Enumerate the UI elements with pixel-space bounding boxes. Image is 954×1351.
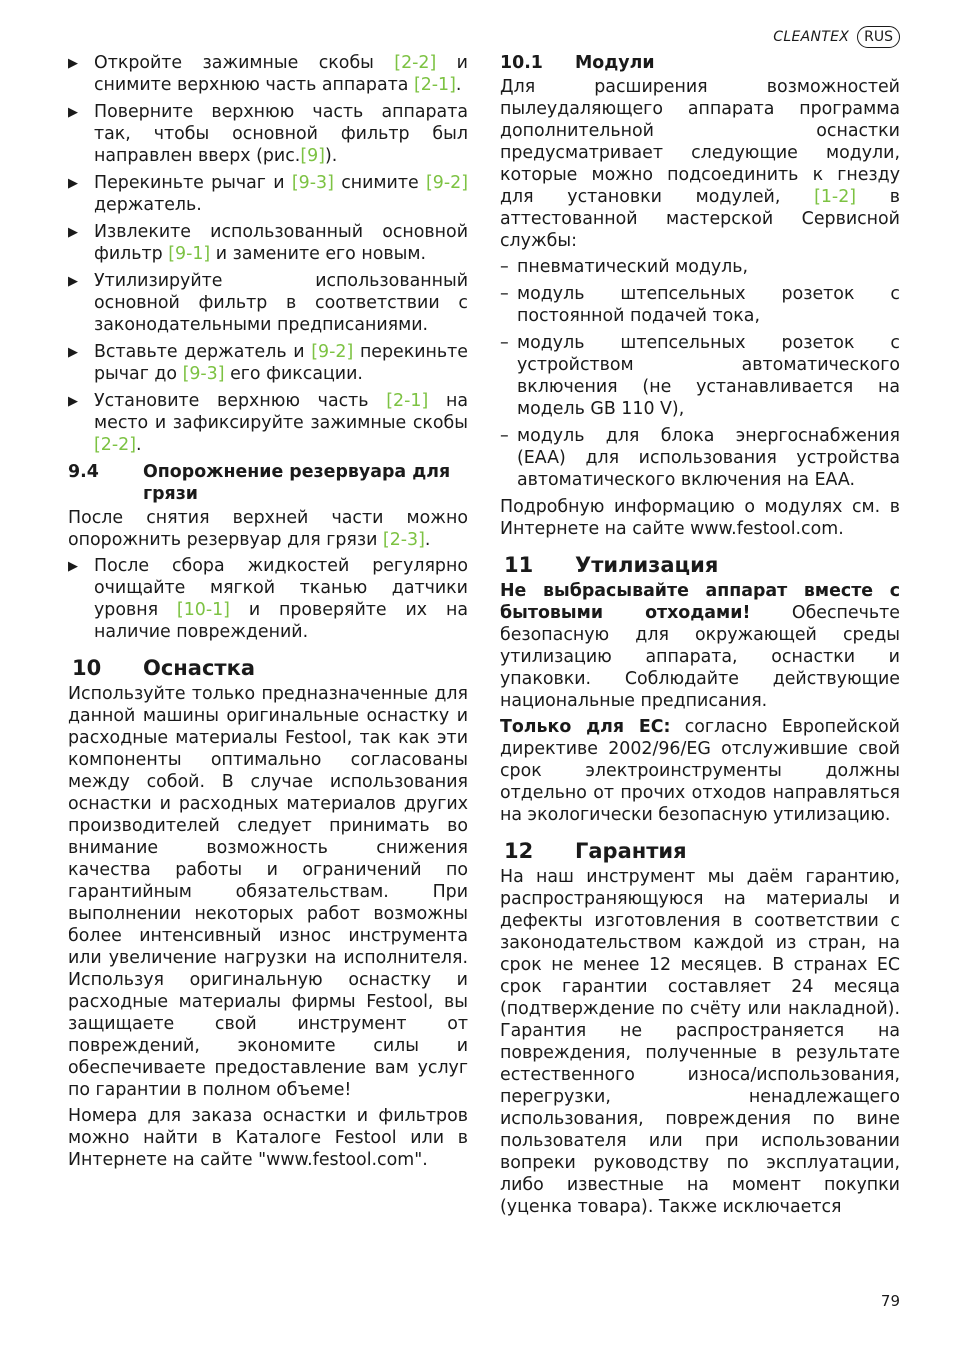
right-column: [500, 52, 900, 1222]
paragraph: Подробную информацию о модулях см. в Интернете на сайте www.festool.com.: [500, 497, 900, 539]
text: Вставьте держатель и: [94, 342, 312, 362]
text: После сбора жидкостей регулярно очищайте мягкой тканью датчики уровня: [94, 556, 468, 620]
figure-reference: [9-3]: [291, 173, 334, 193]
paragraph: [500, 716, 900, 826]
text: После снятия верхней части можно опорожнить резервуар для грязи: [68, 508, 468, 550]
dash-marker: –: [500, 333, 509, 353]
arrow-right-icon: ▶: [68, 345, 78, 360]
bold-text: Не выбрасывайте аппарат вместе с бытовыми отходами!: [500, 581, 900, 623]
figure-reference: [2-1]: [386, 391, 429, 411]
text: .: [135, 435, 142, 455]
section-number: 10.1: [500, 53, 543, 73]
step-item: [68, 390, 468, 456]
step-item: [68, 221, 468, 265]
section-title: Утилизация: [575, 553, 719, 577]
arrow-right-icon: ▶: [68, 176, 78, 191]
filter-replacement-steps: [68, 52, 468, 456]
figure-reference: [2-3]: [382, 530, 425, 550]
section-title: Гарантия: [575, 839, 687, 863]
section-number: 9.4: [68, 462, 99, 482]
text: Откройте зажимные скобы: [94, 53, 395, 73]
step-item: [68, 101, 468, 167]
arrow-right-icon: ▶: [68, 559, 78, 574]
section-heading-10: [68, 655, 468, 681]
section-heading-10-1: [500, 52, 900, 74]
list-item-text: модуль для блока энергоснабжения (EAA) для использования устройства автоматического включения на EAA.: [517, 426, 900, 490]
left-column: [68, 52, 468, 1175]
text: .: [424, 530, 431, 550]
step-item: [68, 172, 468, 216]
list-item: [500, 332, 900, 420]
text: Поверните верхнюю часть аппарата так, чтобы основной фильтр был направлен вверх (рис.: [94, 102, 468, 166]
text: в аттестованной мастерской Сервисной службы:: [500, 187, 900, 251]
text: держатель.: [94, 195, 202, 215]
section-title: Модули: [575, 53, 655, 73]
list-item: [500, 283, 900, 327]
section-title: Опорожнение резервуара для грязи: [143, 462, 451, 504]
section-heading-12: [500, 838, 900, 864]
list-item-text: модуль штепсельных розеток с постоянной подачей тока,: [517, 284, 900, 326]
paragraph: [500, 76, 900, 252]
list-item-text: модуль штепсельных розеток с устройством автоматического включения (не устанавливается на модель GB 110 V),: [517, 333, 900, 419]
figure-reference: [9-2]: [311, 342, 354, 362]
sensor-cleaning-steps: [68, 555, 468, 643]
arrow-right-icon: ▶: [68, 394, 78, 409]
text: и проверяйте их на наличие повреждений.: [94, 600, 468, 642]
step-item: [68, 555, 468, 643]
text: ).: [324, 146, 338, 166]
paragraph: На наш инструмент мы даём гарантию, распространяющуюся на материалы и дефекты изготовления в соответствии с законодательством каждой из стран, на срок не менее 12 месяцев. В странах ЕС срок гарантии составляет 24 месяца (подтверждение по счёту или накладной). Гарантия не распространяется на повреждения, полученные в результате естественного износа/использования, перегрузки, ненадлежащего использования, повреждения по вине пользователя или при использовании вопреки руководству по эксплуатации, либо известные на момент покупки (уценка товара). Также исключается: [500, 867, 900, 1217]
text: и снимите верхнюю часть аппарата: [94, 53, 468, 95]
step-item: [68, 341, 468, 385]
text: и замените его новым.: [210, 244, 426, 264]
list-item: [500, 256, 900, 278]
text: Обеспечьте безопасную для окружающей среды утилизацию аппарата, оснастки и упаковки. Соблюдайте действующие национальные предписания.: [500, 603, 900, 711]
text: его фиксации.: [224, 364, 363, 384]
step-item: [68, 270, 468, 336]
list-item-text: пневматический модуль,: [517, 257, 749, 277]
paragraph: Используйте только предназначенные для данной машины оригинальные оснастку и расходные материалы Festool, так как эти компоненты оптимально согласованы между собой. В случае использования оснастки и расходных материалов других производителей следует принимать во внимание возможность снижения качества работы и ограничений по гарантийным обязательствам. При выполнении некоторых работ возможны более интенсивный износ инструмента или увеличение нагрузки на исполнителя. Используя оригинальную оснастку и расходные материалы фирмы Festool, вы защищаете свой инструмент от повреждений, экономите силы и обеспечиваете предоставление вам услуг по гарантии в полном объеме!: [68, 684, 468, 1100]
figure-reference: [2-2]: [394, 53, 437, 73]
figure-reference: [10-1]: [176, 600, 230, 620]
arrow-right-icon: ▶: [68, 105, 78, 120]
figure-reference: [9-2]: [426, 173, 468, 193]
dash-marker: –: [500, 257, 509, 277]
text: на место и зафиксируйте зажимные скобы: [94, 391, 468, 433]
arrow-right-icon: ▶: [68, 225, 78, 240]
section-number: 12: [504, 839, 534, 863]
figure-reference: [2-1]: [413, 75, 456, 95]
text: снимите: [333, 173, 427, 193]
page-header: [773, 26, 900, 48]
text: Для расширения возможностей пылеудаляющего аппарата программа дополнительной оснастки предусматривает следующие модули, которые можно подсоединить к гнезду для установки модулей,: [500, 77, 900, 207]
text: .: [455, 75, 462, 95]
page-number: 79: [880, 1292, 900, 1310]
brand-name: CLEANTEX: [773, 29, 850, 45]
paragraph: Номера для заказа оснастки и фильтров можно найти в Каталоге Festool или в Интернете на сайте "www.festool.com".: [68, 1106, 468, 1170]
figure-reference: [9]: [300, 146, 325, 166]
text: Установите верхнюю часть: [94, 391, 387, 411]
section-heading-9-4: [68, 461, 468, 505]
text: перекиньте рычаг до: [94, 342, 469, 384]
module-list: [500, 256, 900, 491]
section-number: 10: [72, 656, 102, 680]
section-heading-11: [500, 552, 900, 578]
step-item: [68, 52, 468, 96]
text: согласно Европейской директиве 2002/96/EG отслужившие свой срок электроинструменты должны отдельно от прочих отходов направляться на экологически безопасную утилизацию.: [500, 717, 900, 825]
text: Утилизируйте использованный основной фильтр в соответствии с законодательными предписаниями.: [94, 271, 468, 335]
section-title: Оснастка: [143, 656, 256, 680]
text: Перекиньте рычаг и: [94, 173, 292, 193]
figure-reference: [2-2]: [94, 435, 136, 455]
arrow-right-icon: ▶: [68, 56, 78, 71]
arrow-right-icon: ▶: [68, 274, 78, 289]
paragraph: [68, 507, 468, 551]
figure-reference: [9-1]: [168, 244, 211, 264]
section-number: 11: [504, 553, 534, 577]
dash-marker: –: [500, 284, 509, 304]
bold-text: Только для ЕС:: [500, 717, 671, 737]
language-badge: RUS: [857, 26, 900, 48]
figure-reference: [1-2]: [814, 187, 857, 207]
list-item: [500, 425, 900, 491]
text: Извлеките использованный основной фильтр: [94, 222, 468, 264]
dash-marker: –: [500, 426, 509, 446]
figure-reference: [9-3]: [182, 364, 225, 384]
paragraph: [500, 580, 900, 712]
